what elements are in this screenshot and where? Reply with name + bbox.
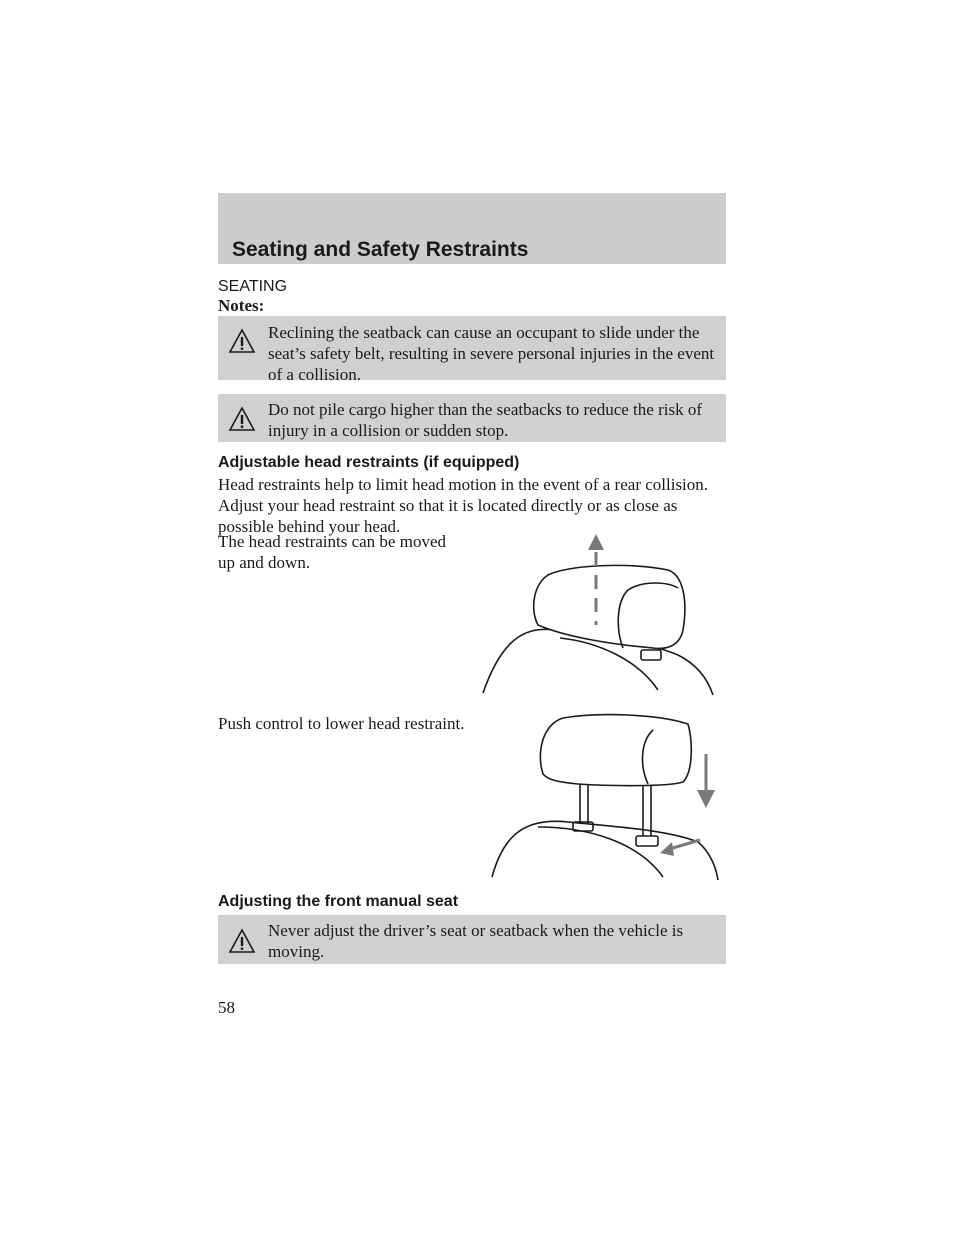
lower-head-restraint-text: Push control to lower head restraint. bbox=[218, 714, 465, 733]
section-title: Seating and Safety Restraints bbox=[232, 238, 529, 261]
page-number: 58 bbox=[218, 998, 235, 1017]
head-restraint-lower-illustration bbox=[488, 712, 728, 882]
front-seat-heading: Adjusting the front manual seat bbox=[218, 893, 459, 910]
head-restraint-up-illustration bbox=[478, 530, 728, 698]
head-restraints-intro: Head restraints help to limit head motion in the event of a rear collision. Adjust your head restraint so that it is located directly or as close as possible behind your head. bbox=[218, 475, 709, 536]
warning-box-cargo bbox=[218, 394, 726, 442]
arrow-down-icon bbox=[697, 754, 715, 808]
seating-heading: SEATING bbox=[218, 278, 288, 295]
warning-text-recline: Reclining the seatback can cause an occupant to slide under the seat’s safety belt, resulting in severe personal injuries in the event of a collision. bbox=[268, 323, 715, 384]
head-restraints-move-text: The head restraints can be moved up and down. bbox=[218, 532, 446, 572]
warning-text-cargo: Do not pile cargo higher than the seatbacks to reduce the risk of injury in a collision or sudden stop. bbox=[268, 400, 702, 440]
warning-text-driver-seat: Never adjust the driver’s seat or seatback when the vehicle is moving. bbox=[268, 921, 684, 961]
warning-triangle-icon bbox=[228, 928, 256, 954]
notes-label: Notes: bbox=[218, 296, 265, 315]
head-restraints-heading: Adjustable head restraints (if equipped) bbox=[218, 454, 520, 471]
warning-box-recline bbox=[218, 316, 726, 384]
arrow-push-icon bbox=[660, 840, 700, 856]
section-header bbox=[218, 193, 726, 264]
warning-triangle-icon bbox=[228, 406, 256, 432]
warning-box-driver-seat bbox=[218, 915, 726, 964]
